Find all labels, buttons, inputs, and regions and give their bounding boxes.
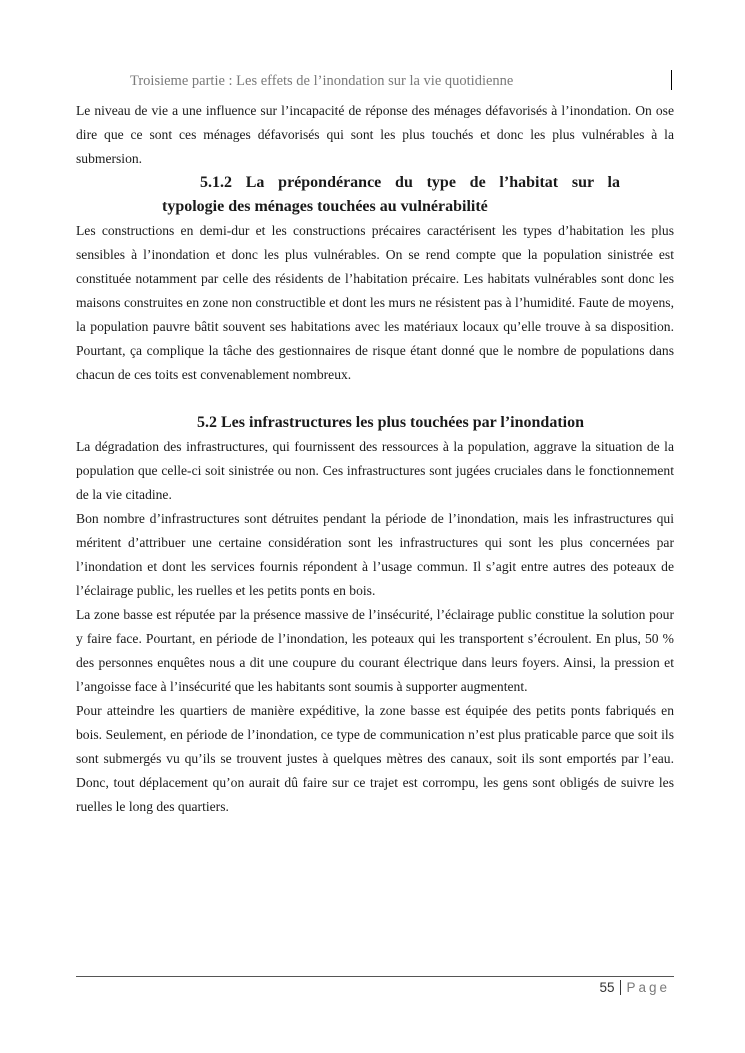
intro-paragraph: Le niveau de vie a une influence sur l’incapacité de réponse des ménages défavorisés à l’inondation. On ose dire que ce sont ces ménages défavorisés qui sont les plus touchés et donc les plus vulnérables à la submersion.: [76, 103, 674, 166]
section-5-1-2-heading: [76, 171, 674, 219]
section-5-2-paragraph-3: La zone basse est réputée par la présence massive de l’insécurité, l’éclairage public constitue la solution pour y faire face. Pourtant, en période de l’inondation, les poteaux qui les transportent s’écroulent. En plus, 50 % des personnes enquêtes nous a dit une coupure du courant électrique dans leurs foyers. Ainsi, la pression et l’angoisse face à l’insécurité que les habitants sont soumis à supporter augmentent.: [76, 607, 674, 694]
page-number: 55: [599, 980, 615, 995]
header-rule: [671, 70, 672, 90]
page-content: [76, 99, 674, 819]
section-5-1-2-paragraph: Les constructions en demi-dur et les constructions précaires caractérisent les types d’habitation les plus sensibles à l’inondation et donc les plus vulnérables. On se rend compte que la population sinistrée est constituée notamment par celle des résidents de l’habitation précaire. Les habitats vulnérables sont donc les maisons construites en zone non constructible et dont les murs ne résistent pas à l’humidité. Faute de moyens, la population pauvre bâtit souvent ses habitations avec les matériaux locaux qu’elle trouve à sa disposition. Pourtant, ça complique la tâche des gestionnaires de risque étant donné que le nombre de populations dans chacun de ces toits est convenablement nombreux.: [76, 223, 674, 382]
section-5-1-2-heading-line2: typologie des ménages touchées au vulnérabilité: [162, 198, 488, 215]
page-label: Page: [626, 980, 670, 995]
running-header: Troisieme partie : Les effets de l’inondation sur la vie quotidienne: [130, 73, 514, 89]
section-5-2-paragraph-1: La dégradation des infrastructures, qui fournissent des ressources à la population, aggrave la situation de la population que celle-ci soit sinistrée ou non. Ces infrastructures sont jugées cruciales dans le fonctionnement de la vie citadine.: [76, 439, 674, 502]
section-5-2-paragraph-2: Bon nombre d’infrastructures sont détruites pendant la période de l’inondation, mais les infrastructures qui méritent d’attribuer une certaine considération sont les infrastructures qui sont les plus concernées par l’inondation et dont les services fournis répondent à l’usage commun. Il s’agit entre autres des poteaux de l’éclairage public, les ruelles et les petits ponts en bois.: [76, 511, 674, 598]
page-footer: [599, 980, 670, 995]
footer-separator: [620, 980, 621, 995]
section-5-2-paragraph-4: Pour atteindre les quartiers de manière expéditive, la zone basse est équipée des petits ponts fabriqués en bois. Seulement, en période de l’inondation, ce type de communication n’est plus praticable parce que soit ils sont submergés vu qu’ils se trouvent justes à quelques mètres des canaux, soit ils sont emportés par l’eau. Donc, tout déplacement qu’on aurait dû faire sur ce trajet est corrompu, les gens sont obligés de suivre les ruelles le long des quartiers.: [76, 703, 674, 814]
footer-rule: [76, 976, 674, 977]
section-spacer: [76, 387, 674, 411]
section-5-2-heading: 5.2 Les infrastructures les plus touchées par l’inondation: [197, 414, 584, 431]
section-5-1-2-heading-line1: 5.1.2 La prépondérance du type de l’habitat sur la: [200, 174, 620, 191]
